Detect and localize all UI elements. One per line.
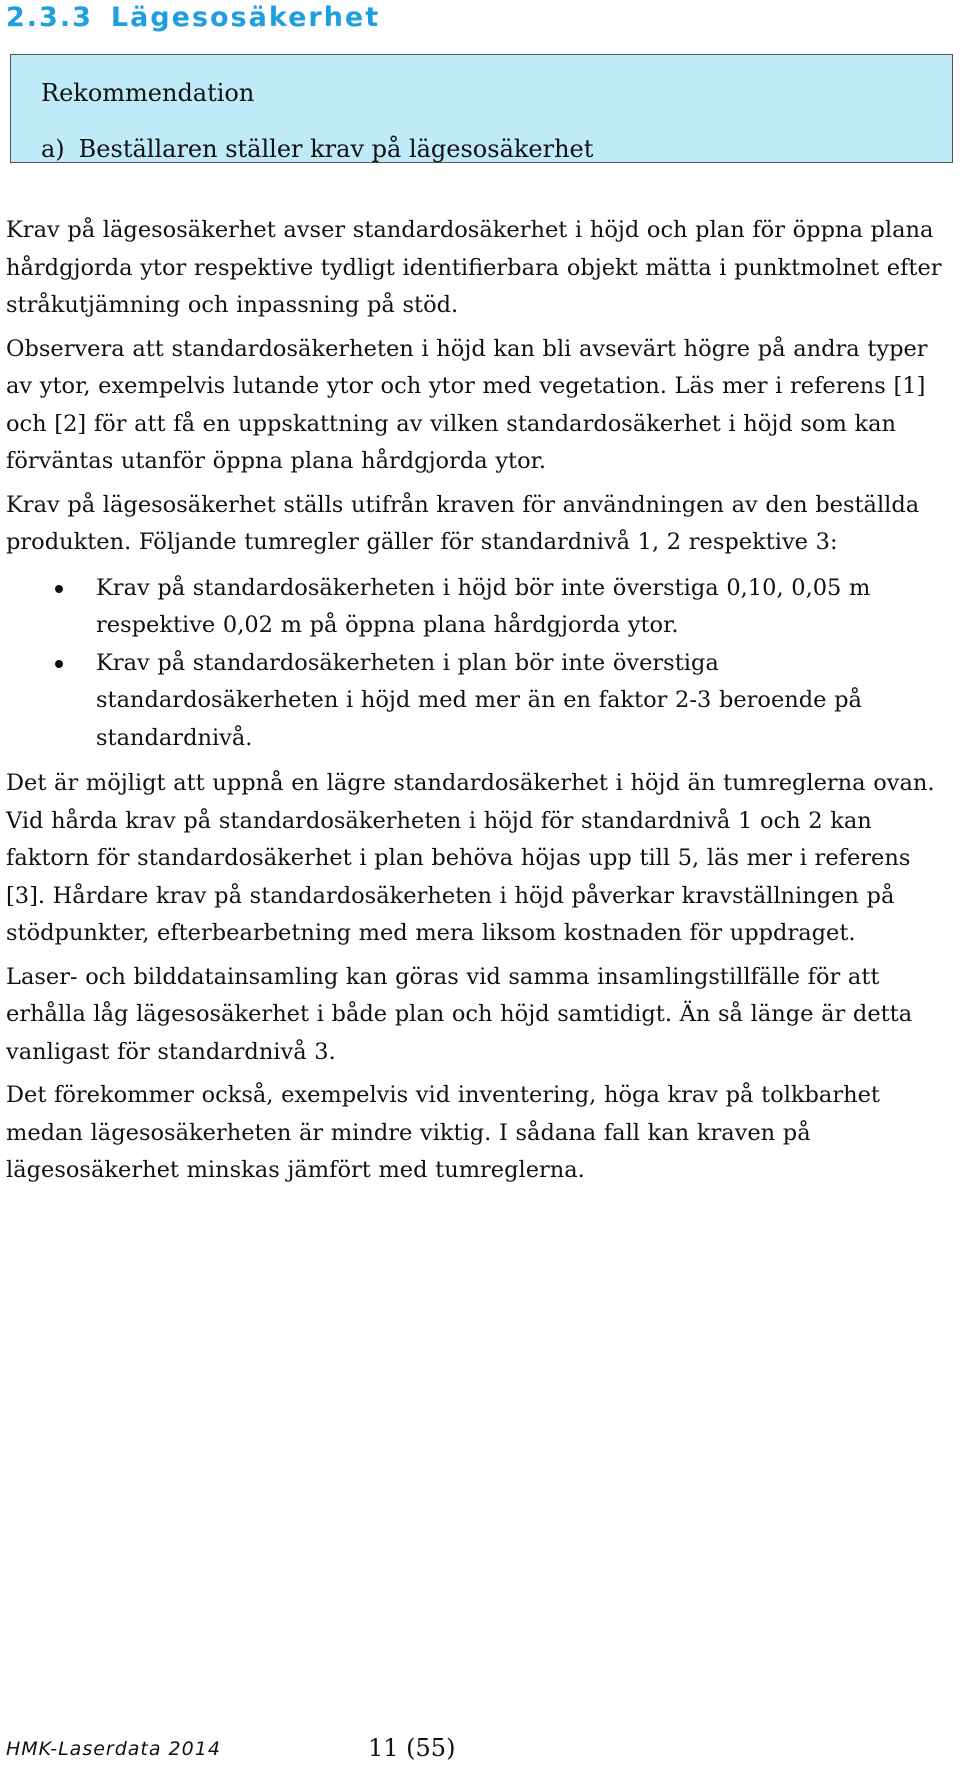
recommendation-box xyxy=(10,54,953,163)
bullet-text: Krav på standardosäkerheten i höjd bör inte överstiga 0,10, 0,05 m respektive 0,02 m på öppna plana hårdgjorda ytor. xyxy=(96,574,871,638)
paragraph: Krav på lägesosäkerhet ställs utifrån kraven för användningen av den beställda produkten. Följande tumregler gäller för standardnivå 1, 2 respektive 3: xyxy=(6,491,920,555)
bullet-text: Krav på standardosäkerheten i plan bör inte överstiga standardosäkerheten i höjd med mer än en faktor 2-3 beroende på standardnivå. xyxy=(96,649,862,751)
footer-page-number: 11 (55) xyxy=(368,1734,456,1762)
body-text xyxy=(6,212,952,1196)
bullet-list xyxy=(6,570,952,758)
paragraph: Laser- och bilddatainsamling kan göras vid samma insamlingstillfälle för att erhålla låg lägesosäkerhet i både plan och höjd samtidigt. Än så länge är detta vanligast för standardnivå 3. xyxy=(6,963,913,1065)
bullet-icon xyxy=(55,660,63,668)
recommendation-item-marker: a) xyxy=(41,135,65,163)
section-heading xyxy=(6,2,380,33)
paragraph: Det förekommer också, exempelvis vid inventering, höga krav på tolkbarhet medan lägesosäkerheten är mindre viktig. I sådana fall kan kraven på lägesosäkerhet minskas jämfört med tumreglerna. xyxy=(6,1082,880,1183)
section-number: 2.3.3 xyxy=(6,2,93,33)
paragraph: Observera att standardosäkerheten i höjd kan bli avsevärt högre på andra typer av ytor, exempelvis lutande ytor och ytor med vegetation. Läs mer i referens [1] och [2] för att få en uppskattning av vilken standardosäkerhet i höjd som kan förväntas utanför öppna plana hårdgjorda ytor. xyxy=(6,335,928,474)
section-title: Lägesosäkerhet xyxy=(110,2,381,33)
paragraph: Det är möjligt att uppnå en lägre standardosäkerhet i höjd än tumreglerna ovan. Vid hårda krav på standardosäkerheten i höjd för standardnivå 1 och 2 kan faktorn för standardosäkerhet i plan behöva höjas upp till 5, läs mer i referens [3]. Hårdare krav på standardosäkerheten i höjd påverkar kravställningen på stödpunkter, efterbearbetning med mera liksom kostnaden för uppdraget. xyxy=(6,770,935,946)
bullet-icon xyxy=(55,585,63,593)
recommendation-item xyxy=(41,135,593,163)
footer-document-name: HMK-Laserdata 2014 xyxy=(6,1738,221,1760)
bullet-item xyxy=(6,570,952,645)
recommendation-item-text: Beställaren ställer krav på lägesosäkerhet xyxy=(78,135,594,163)
recommendation-title: Rekommendation xyxy=(41,79,255,107)
bullet-item xyxy=(6,645,952,758)
paragraph: Krav på lägesosäkerhet avser standardosäkerhet i höjd och plan för öppna plana hårdgjorda ytor respektive tydligt identifierbara objekt mätta i punktmolnet efter stråkutjämning och inpassning på stöd. xyxy=(6,217,942,318)
